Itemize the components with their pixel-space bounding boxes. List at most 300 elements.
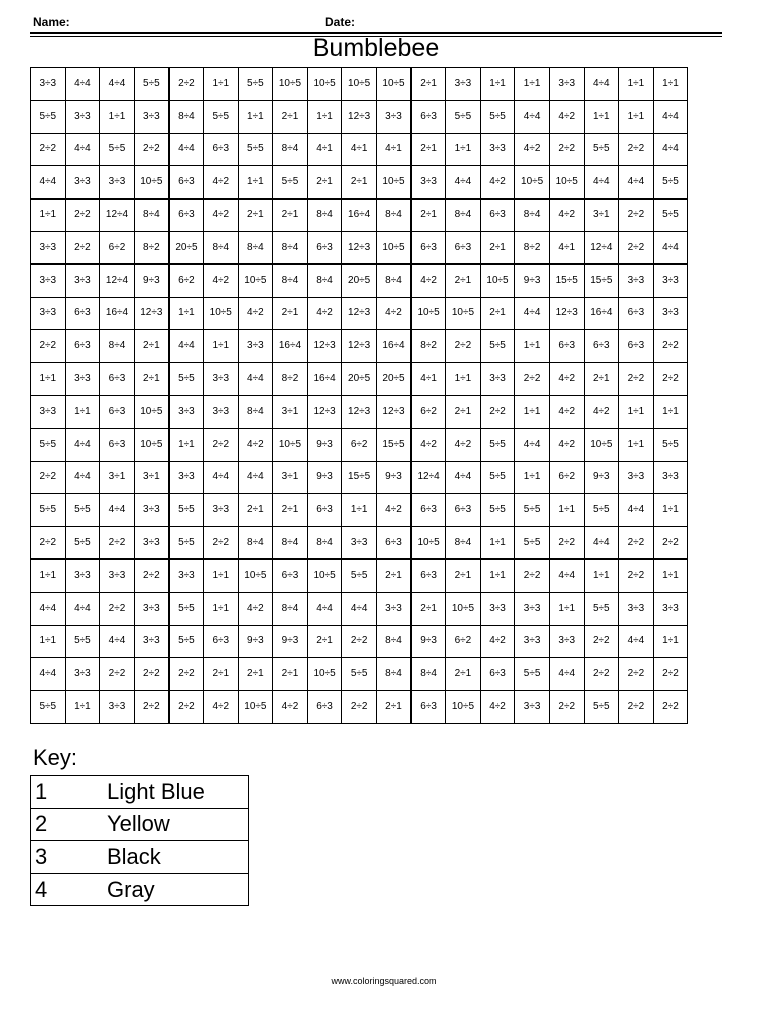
grid-cell: 8÷4 (238, 527, 273, 560)
grid-cell: 10÷5 (376, 68, 411, 101)
grid-cell: 3÷3 (169, 461, 204, 494)
grid-row (31, 461, 688, 494)
grid-cell: 5÷5 (203, 100, 238, 133)
grid-cell: 6÷3 (446, 231, 481, 264)
grid-cell: 2÷1 (411, 68, 446, 101)
grid-cell: 2÷1 (203, 658, 238, 691)
grid-cell: 10÷5 (203, 297, 238, 330)
grid-cell: 4÷4 (446, 461, 481, 494)
grid-cell: 10÷5 (446, 297, 481, 330)
grid-cell: 3÷3 (515, 691, 550, 724)
grid-cell: 16÷4 (273, 330, 308, 363)
grid-cell: 8÷4 (203, 231, 238, 264)
grid-cell: 2÷2 (619, 133, 654, 166)
grid-cell: 12÷3 (342, 297, 377, 330)
grid-cell: 4÷4 (515, 297, 550, 330)
grid-cell: 10÷5 (584, 428, 619, 461)
grid-cell: 8÷4 (307, 199, 342, 232)
grid-cell: 6÷3 (100, 363, 135, 396)
grid-cell: 1÷1 (653, 559, 688, 592)
grid-row (31, 691, 688, 724)
grid-cell: 3÷3 (65, 363, 100, 396)
grid-cell: 1÷1 (549, 592, 584, 625)
grid-cell: 3÷3 (515, 592, 550, 625)
grid-cell: 2÷2 (549, 133, 584, 166)
grid-cell: 3÷3 (203, 494, 238, 527)
grid-cell: 4÷4 (65, 68, 100, 101)
grid-cell: 3÷3 (65, 264, 100, 297)
grid-cell: 4÷2 (515, 133, 550, 166)
grid-cell: 15÷5 (342, 461, 377, 494)
grid-cell: 2÷2 (203, 527, 238, 560)
grid-cell: 10÷5 (446, 592, 481, 625)
grid-cell: 15÷5 (584, 264, 619, 297)
grid-cell: 2÷2 (619, 231, 654, 264)
grid-cell: 3÷3 (134, 100, 169, 133)
grid-cell: 6÷3 (100, 428, 135, 461)
grid-cell: 3÷3 (65, 658, 100, 691)
grid-cell: 20÷5 (342, 264, 377, 297)
grid-cell: 3÷3 (169, 559, 204, 592)
grid-cell: 2÷1 (273, 199, 308, 232)
grid-cell: 8÷4 (446, 527, 481, 560)
key-row (31, 776, 249, 809)
grid-cell: 5÷5 (238, 68, 273, 101)
grid-cell: 4÷2 (238, 297, 273, 330)
grid-row (31, 199, 688, 232)
grid-cell: 4÷4 (100, 625, 135, 658)
grid-cell: 20÷5 (169, 231, 204, 264)
grid-cell: 8÷4 (238, 231, 273, 264)
grid-cell: 2÷1 (238, 494, 273, 527)
grid-row (31, 330, 688, 363)
grid-cell: 1÷1 (480, 527, 515, 560)
grid-cell: 2÷1 (134, 330, 169, 363)
grid-cell: 3÷3 (203, 395, 238, 428)
grid-cell: 9÷3 (376, 461, 411, 494)
grid-cell: 5÷5 (65, 625, 100, 658)
grid-cell: 5÷5 (653, 428, 688, 461)
grid-cell: 9÷3 (307, 428, 342, 461)
grid-cell: 4÷4 (238, 363, 273, 396)
grid-cell: 10÷5 (376, 166, 411, 199)
key-color: Black (107, 841, 249, 874)
grid-cell: 5÷5 (584, 133, 619, 166)
grid-cell: 4÷4 (203, 461, 238, 494)
grid-cell: 12÷3 (342, 100, 377, 133)
grid-cell: 6÷3 (480, 658, 515, 691)
grid-cell: 6÷2 (411, 395, 446, 428)
grid-cell: 3÷3 (653, 461, 688, 494)
grid-cell: 2÷2 (134, 559, 169, 592)
grid-cell: 4÷4 (653, 133, 688, 166)
grid-cell: 2÷2 (31, 330, 66, 363)
grid-cell: 5÷5 (169, 592, 204, 625)
grid-cell: 5÷5 (273, 166, 308, 199)
grid-cell: 1÷1 (653, 494, 688, 527)
grid-cell: 12÷3 (342, 231, 377, 264)
grid-cell: 4÷4 (307, 592, 342, 625)
grid-cell: 8÷2 (134, 231, 169, 264)
grid-cell: 6÷3 (549, 330, 584, 363)
key-number: 2 (31, 808, 108, 841)
grid-cell: 1÷1 (515, 461, 550, 494)
grid-cell: 1÷1 (446, 133, 481, 166)
grid-cell: 4÷4 (515, 428, 550, 461)
grid-cell: 16÷4 (307, 363, 342, 396)
grid-cell: 2÷2 (65, 199, 100, 232)
grid-cell: 1÷1 (31, 363, 66, 396)
grid-cell: 1÷1 (653, 395, 688, 428)
grid-cell: 6÷2 (169, 264, 204, 297)
grid-cell: 10÷5 (515, 166, 550, 199)
grid-cell: 4÷2 (480, 625, 515, 658)
grid-cell: 3÷3 (480, 363, 515, 396)
grid-cell: 8÷4 (273, 231, 308, 264)
grid-cell: 4÷4 (653, 100, 688, 133)
grid-row (31, 625, 688, 658)
grid-cell: 4÷4 (100, 494, 135, 527)
grid-cell: 2÷2 (31, 133, 66, 166)
grid-cell: 4÷4 (515, 100, 550, 133)
grid-cell: 6÷3 (307, 231, 342, 264)
grid-cell: 2÷2 (584, 658, 619, 691)
grid-cell: 6÷3 (411, 691, 446, 724)
grid-cell: 1÷1 (342, 494, 377, 527)
grid-cell: 8÷4 (100, 330, 135, 363)
grid-cell: 10÷5 (134, 395, 169, 428)
grid-cell: 4÷2 (584, 395, 619, 428)
grid-cell: 4÷2 (549, 100, 584, 133)
grid-cell: 4÷2 (549, 428, 584, 461)
grid-cell: 4÷4 (65, 133, 100, 166)
grid-cell: 1÷1 (203, 592, 238, 625)
grid-cell: 4÷2 (549, 199, 584, 232)
key-row (31, 841, 249, 874)
grid-cell: 2÷2 (134, 658, 169, 691)
grid-cell: 5÷5 (480, 100, 515, 133)
grid-cell: 4÷2 (480, 691, 515, 724)
grid-cell: 5÷5 (31, 428, 66, 461)
grid-cell: 8÷4 (307, 527, 342, 560)
grid-cell: 9÷3 (238, 625, 273, 658)
grid-cell: 4÷1 (411, 363, 446, 396)
grid-cell: 6÷3 (411, 231, 446, 264)
grid-cell: 5÷5 (480, 428, 515, 461)
grid-cell: 1÷1 (480, 559, 515, 592)
grid-cell: 4÷4 (619, 166, 654, 199)
grid-cell: 12÷4 (100, 199, 135, 232)
grid-cell: 1÷1 (653, 68, 688, 101)
date-label: Date: (325, 15, 356, 29)
key-number: 4 (31, 873, 108, 906)
grid-cell: 4÷1 (376, 133, 411, 166)
grid-cell: 5÷5 (515, 494, 550, 527)
grid-cell: 5÷5 (65, 494, 100, 527)
grid-cell: 3÷3 (376, 592, 411, 625)
grid-cell: 1÷1 (619, 100, 654, 133)
grid-cell: 5÷5 (653, 199, 688, 232)
grid-cell: 1÷1 (169, 297, 204, 330)
grid-cell: 2÷1 (446, 658, 481, 691)
grid-cell: 3÷3 (515, 625, 550, 658)
grid-cell: 16÷4 (376, 330, 411, 363)
grid-cell: 3÷3 (480, 592, 515, 625)
grid-row (31, 100, 688, 133)
grid-cell: 1÷1 (619, 428, 654, 461)
grid-cell: 4÷4 (549, 658, 584, 691)
grid-cell: 12÷3 (342, 395, 377, 428)
key-number: 3 (31, 841, 108, 874)
grid-cell: 3÷3 (549, 68, 584, 101)
grid-cell: 4÷4 (65, 428, 100, 461)
grid-cell: 2÷2 (100, 592, 135, 625)
grid-cell: 8÷4 (376, 625, 411, 658)
grid-cell: 10÷5 (307, 559, 342, 592)
grid-cell: 3÷3 (238, 330, 273, 363)
grid-cell: 3÷3 (134, 625, 169, 658)
grid-cell: 4÷4 (584, 166, 619, 199)
color-key-table (30, 775, 249, 906)
grid-cell: 2÷2 (653, 658, 688, 691)
grid-cell: 5÷5 (653, 166, 688, 199)
grid-cell: 3÷3 (65, 166, 100, 199)
grid-cell: 3÷3 (342, 527, 377, 560)
grid-cell: 1÷1 (31, 199, 66, 232)
grid-cell: 2÷1 (446, 264, 481, 297)
grid-cell: 6÷3 (65, 297, 100, 330)
grid-cell: 2÷2 (584, 625, 619, 658)
grid-cell: 2÷1 (238, 199, 273, 232)
grid-cell: 2÷2 (515, 363, 550, 396)
grid-row (31, 527, 688, 560)
grid-cell: 4÷4 (619, 625, 654, 658)
grid-cell: 1÷1 (169, 428, 204, 461)
grid-cell: 6÷3 (65, 330, 100, 363)
grid-row (31, 592, 688, 625)
grid-cell: 4÷2 (549, 363, 584, 396)
grid-cell: 5÷5 (169, 625, 204, 658)
grid-cell: 8÷4 (446, 199, 481, 232)
grid-cell: 8÷2 (515, 231, 550, 264)
grid-cell: 9÷3 (515, 264, 550, 297)
grid-cell: 3÷3 (31, 297, 66, 330)
grid-cell: 1÷1 (31, 625, 66, 658)
grid-cell: 1÷1 (203, 68, 238, 101)
grid-cell: 6÷3 (411, 559, 446, 592)
grid-cell: 3÷1 (134, 461, 169, 494)
grid-cell: 6÷2 (549, 461, 584, 494)
grid-cell: 12÷3 (376, 395, 411, 428)
page-title: Bumblebee (312, 34, 440, 62)
grid-cell: 2÷2 (619, 527, 654, 560)
grid-cell: 2÷2 (342, 691, 377, 724)
grid-row (31, 494, 688, 527)
grid-cell: 6÷3 (446, 494, 481, 527)
key-color: Yellow (107, 808, 249, 841)
grid-row (31, 231, 688, 264)
grid-cell: 2÷2 (342, 625, 377, 658)
grid-row (31, 395, 688, 428)
grid-cell: 2÷1 (376, 559, 411, 592)
key-color: Light Blue (107, 776, 249, 809)
grid-cell: 1÷1 (203, 559, 238, 592)
grid-cell: 10÷5 (273, 428, 308, 461)
grid-cell: 15÷5 (376, 428, 411, 461)
grid-cell: 8÷4 (134, 199, 169, 232)
grid-cell: 5÷5 (515, 527, 550, 560)
grid-cell: 3÷3 (65, 100, 100, 133)
grid-cell: 2÷1 (273, 297, 308, 330)
grid-cell: 8÷4 (273, 133, 308, 166)
grid-cell: 10÷5 (376, 231, 411, 264)
key-color: Gray (107, 873, 249, 906)
grid-cell: 5÷5 (31, 494, 66, 527)
grid-cell: 1÷1 (203, 330, 238, 363)
grid-cell: 2÷1 (480, 297, 515, 330)
grid-cell: 2÷2 (446, 330, 481, 363)
grid-cell: 6÷2 (446, 625, 481, 658)
footer-url: www.coloringsquared.com (331, 976, 437, 986)
grid-row (31, 658, 688, 691)
grid-cell: 4÷4 (584, 527, 619, 560)
grid-cell: 2÷1 (342, 166, 377, 199)
grid-cell: 6÷3 (411, 494, 446, 527)
grid-cell: 2÷2 (100, 658, 135, 691)
grid-cell: 6÷3 (203, 625, 238, 658)
grid-cell: 1÷1 (238, 166, 273, 199)
grid-cell: 3÷3 (653, 264, 688, 297)
grid-cell: 1÷1 (515, 330, 550, 363)
grid-cell: 4÷4 (619, 494, 654, 527)
grid-cell: 2÷2 (619, 559, 654, 592)
grid-cell: 3÷1 (273, 461, 308, 494)
grid-cell: 2÷1 (307, 166, 342, 199)
grid-cell: 5÷5 (584, 494, 619, 527)
grid-cell: 6÷3 (584, 330, 619, 363)
grid-cell: 4÷2 (238, 592, 273, 625)
grid-cell: 3÷3 (134, 494, 169, 527)
grid-cell: 2÷1 (134, 363, 169, 396)
grid-cell: 10÷5 (238, 559, 273, 592)
grid-cell: 2÷2 (619, 199, 654, 232)
grid-cell: 2÷1 (273, 658, 308, 691)
grid-cell: 12÷4 (411, 461, 446, 494)
grid-cell: 3÷3 (411, 166, 446, 199)
grid-cell: 8÷2 (411, 330, 446, 363)
grid-cell: 6÷3 (619, 297, 654, 330)
grid-cell: 2÷2 (31, 527, 66, 560)
grid-cell: 2÷1 (480, 231, 515, 264)
grid-cell: 5÷5 (342, 559, 377, 592)
grid-cell: 5÷5 (342, 658, 377, 691)
grid-cell: 4÷1 (307, 133, 342, 166)
grid-cell: 9÷3 (307, 461, 342, 494)
grid-cell: 1÷1 (584, 559, 619, 592)
grid-cell: 2÷2 (653, 527, 688, 560)
grid-cell: 5÷5 (169, 363, 204, 396)
grid-cell: 4÷4 (169, 133, 204, 166)
grid-cell: 4÷4 (238, 461, 273, 494)
grid-cell: 2÷2 (169, 68, 204, 101)
grid-cell: 4÷4 (342, 592, 377, 625)
grid-cell: 3÷3 (619, 264, 654, 297)
grid-cell: 1÷1 (549, 494, 584, 527)
grid-cell: 1÷1 (619, 68, 654, 101)
grid-cell: 1÷1 (515, 68, 550, 101)
grid-cell: 12÷4 (584, 231, 619, 264)
grid-cell: 8÷4 (273, 264, 308, 297)
grid-cell: 1÷1 (515, 395, 550, 428)
grid-cell: 3÷3 (31, 395, 66, 428)
grid-cell: 1÷1 (619, 395, 654, 428)
grid-cell: 5÷5 (31, 100, 66, 133)
grid-cell: 8÷4 (307, 264, 342, 297)
grid-cell: 5÷5 (515, 658, 550, 691)
grid-cell: 8÷4 (169, 100, 204, 133)
grid-cell: 2÷2 (169, 691, 204, 724)
grid-cell: 5÷5 (238, 133, 273, 166)
grid-cell: 10÷5 (238, 691, 273, 724)
grid-cell: 2÷2 (134, 691, 169, 724)
grid-cell: 3÷3 (100, 559, 135, 592)
grid-cell: 20÷5 (342, 363, 377, 396)
grid-cell: 16÷4 (584, 297, 619, 330)
grid-cell: 2÷1 (273, 100, 308, 133)
grid-cell: 4÷2 (376, 494, 411, 527)
grid-cell: 20÷5 (376, 363, 411, 396)
grid-cell: 2÷2 (619, 691, 654, 724)
grid-cell: 4÷2 (203, 166, 238, 199)
grid-cell: 15÷5 (549, 264, 584, 297)
grid-cell: 5÷5 (100, 133, 135, 166)
grid-cell: 10÷5 (342, 68, 377, 101)
grid-cell: 2÷2 (169, 658, 204, 691)
grid-cell: 3÷3 (480, 133, 515, 166)
grid-cell: 4÷2 (203, 199, 238, 232)
grid-cell: 9÷3 (411, 625, 446, 658)
grid-cell: 6÷3 (619, 330, 654, 363)
grid-cell: 1÷1 (31, 559, 66, 592)
grid-cell: 16÷4 (342, 199, 377, 232)
grid-cell: 3÷3 (376, 100, 411, 133)
grid-cell: 2÷1 (238, 658, 273, 691)
grid-cell: 3÷3 (134, 527, 169, 560)
grid-cell: 8÷4 (376, 658, 411, 691)
grid-cell: 2÷1 (446, 395, 481, 428)
grid-cell: 4÷1 (342, 133, 377, 166)
grid-cell: 3÷3 (619, 592, 654, 625)
grid-cell: 2÷1 (376, 691, 411, 724)
grid-cell: 5÷5 (65, 527, 100, 560)
key-row (31, 808, 249, 841)
grid-cell: 9÷3 (584, 461, 619, 494)
grid-cell: 1÷1 (653, 625, 688, 658)
grid-cell: 9÷3 (273, 625, 308, 658)
grid-cell: 10÷5 (307, 68, 342, 101)
grid-cell: 6÷3 (169, 166, 204, 199)
grid-cell: 5÷5 (480, 494, 515, 527)
grid-cell: 4÷4 (100, 68, 135, 101)
grid-cell: 6÷3 (273, 559, 308, 592)
key-row (31, 873, 249, 906)
grid-cell: 3÷3 (31, 68, 66, 101)
grid-cell: 10÷5 (446, 691, 481, 724)
grid-cell: 3÷3 (203, 363, 238, 396)
grid-cell: 2÷1 (411, 133, 446, 166)
grid-cell: 8÷4 (515, 199, 550, 232)
grid-cell: 8÷4 (273, 592, 308, 625)
